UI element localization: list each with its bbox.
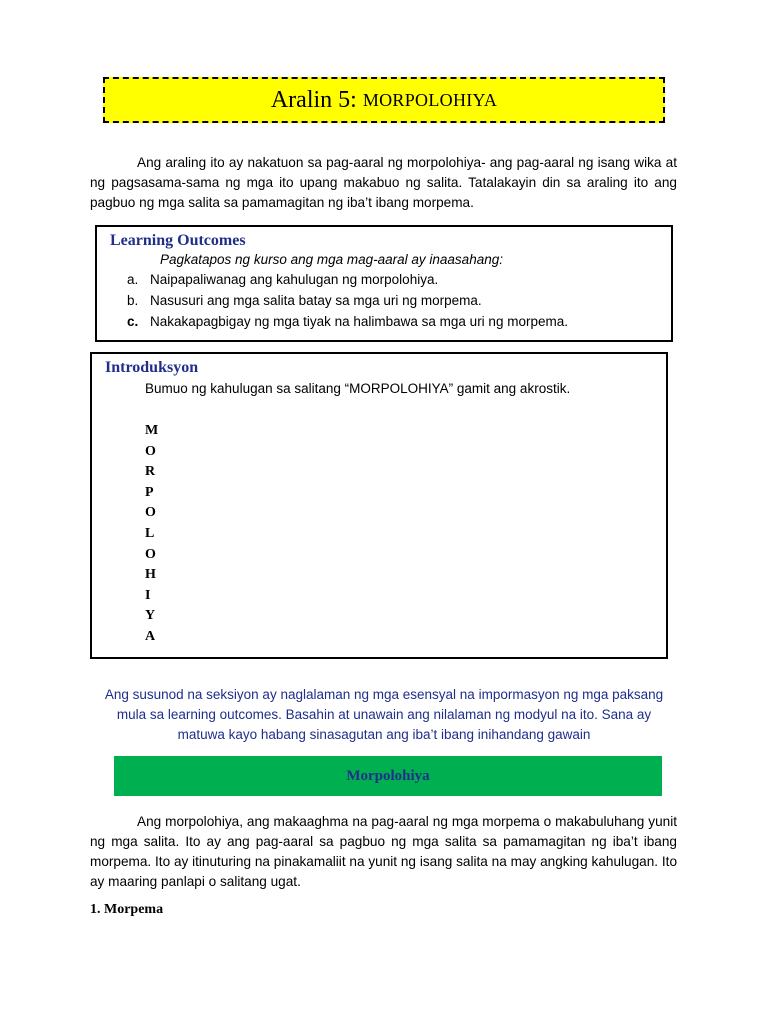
lesson-number: Aralin 5:	[270, 86, 357, 113]
introduksyon-heading: Introduksyon	[105, 359, 199, 376]
outcome-item	[127, 293, 482, 308]
outcome-item	[127, 272, 438, 287]
lesson-title-box	[103, 77, 665, 123]
acrostic-letter: R	[145, 464, 156, 480]
next-section-note: Ang susunod na seksiyon ay naglalaman ng mga esensyal na impormasyon ng mga paksang mula sa learning outcomes. Basahin at unawain ang nilalaman ng modyul na ito. Sana ay matuwa kayo habang sinasagutan ang iba’t ibang inihandang gawain	[104, 687, 664, 742]
section-banner	[114, 756, 662, 796]
acrostic-letter: A	[145, 628, 156, 644]
acrostic-letter: O	[145, 505, 156, 521]
acrostic-letter: H	[145, 567, 156, 583]
outcome-item	[127, 314, 568, 329]
morpolohiya-paragraph: Ang morpolohiya, ang makaaghma na pag-aaral ng mga morpema o makabuluhang yunit ng mga salita. Ito ay ang pag-aaral sa pagbuo ng mga salita sa pamamagitan ng iba’t ibang morpema. Ito ay itinuturing na pinakamaliit na yunit ng isang salita na may angking kahulugan. Ito ay maaring panlapi o salitang ugat.	[90, 814, 677, 889]
outcome-text: Nasusuri ang mga salita batay sa mga uri ng morpema.	[150, 293, 482, 308]
learning-outcomes-box	[95, 225, 673, 342]
morpema-subheading: 1. Morpema	[90, 902, 164, 917]
acrostic-letter: L	[145, 525, 155, 541]
outcome-letter: a.	[127, 272, 139, 287]
acrostic-letter: M	[145, 423, 159, 438]
lesson-title: MORPOLOHIYA	[362, 89, 498, 110]
acrostic-letter: O	[145, 546, 156, 562]
acrostic-letter: I	[145, 587, 151, 603]
outcome-text: Naipapaliwanag ang kahulugan ng morpolohiya.	[150, 272, 439, 287]
learning-outcomes-heading: Learning Outcomes	[110, 232, 246, 249]
acrostic-letter: Y	[145, 608, 156, 624]
section-title: Morpolohiya	[346, 767, 430, 784]
acrostic-letter: O	[145, 443, 156, 459]
acrostic-letter: P	[145, 484, 154, 500]
outcome-text: Nakakapagbigay ng mga tiyak na halimbawa sa mga uri ng morpema.	[150, 314, 568, 329]
acrostic-list	[145, 421, 158, 648]
introduksyon-instruction: Bumuo ng kahulugan sa salitang “MORPOLOHIYA” gamit ang akrostik.	[145, 381, 571, 396]
intro-paragraph: Ang araling ito ay nakatuon sa pag-aaral ng morpolohiya- ang pag-aaral ng isang wika at ng pagsasama-sama ng mga ito upang makabuo ng salita. Tatalakayin din sa araling ito ang pagbuo ng mga salita sa pamamagitan ng iba’t ibang morpema.	[90, 155, 677, 210]
outcome-letter: c.	[127, 314, 139, 329]
introduksyon-box	[90, 352, 668, 659]
learning-outcomes-subtitle: Pagkatapos ng kurso ang mga mag-aaral ay inaasahang:	[160, 252, 503, 267]
outcome-letter: b.	[127, 293, 139, 308]
